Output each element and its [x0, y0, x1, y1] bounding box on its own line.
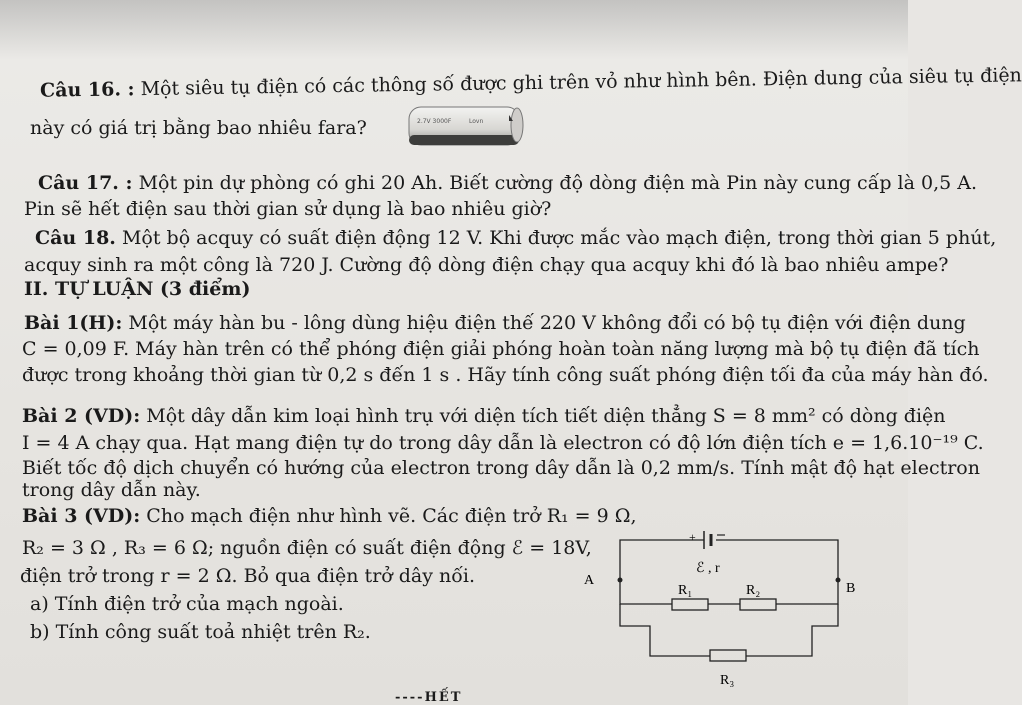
bai2-text4: trong dây dẫn này.: [22, 479, 201, 501]
bai3-part-a: [30, 593, 344, 615]
bai2-text3: Biết tốc độ dịch chuyển có hướng của electron trong dây dẫn là 0,2 mm/s. Tính mật độ hạt electron: [22, 457, 980, 479]
end-text: HẾT: [424, 690, 463, 705]
bai1-text1: Một máy hàn bu - lông dùng hiệu điện thế 220 V không đổi có bộ tụ điện với điện dung: [122, 312, 966, 334]
wire-branch1-left: [620, 580, 672, 604]
bai3-line3: [20, 565, 475, 587]
bai2-line1: [22, 405, 946, 427]
bai1-label: Bài 1(H):: [24, 312, 123, 334]
q16-text2: này có giá trị bằng bao nhiêu fara?: [30, 117, 367, 139]
bai3-part-a-text: a) Tính điện trở của mạch ngoài.: [30, 593, 344, 615]
supercapacitor-image: [405, 103, 530, 151]
bai2-label: Bài 2 (VD):: [22, 405, 141, 427]
bai2-text1: Một dây dẫn kim loại hình trụ với diện tích tiết diện thẳng S = 8 mm² có dòng điện: [140, 405, 946, 427]
bai3-text2: R₂ = 3 Ω , R₃ = 6 Ω; nguồn điện có suất điện động ℰ = 18V,: [22, 537, 592, 559]
q17-text1: Một pin dự phòng có ghi 20 Ah. Biết cường độ dòng điện mà Pin này cung cấp là 0,5 A.: [132, 172, 977, 194]
bai3-part-b-text: b) Tính công suất toả nhiệt trên R₂.: [30, 621, 371, 643]
bai2-line2: [22, 432, 984, 454]
bai3-label: Bài 3 (VD):: [22, 505, 141, 527]
q17-line2: [24, 198, 551, 220]
bai3-part-b: [30, 621, 371, 643]
battery-plus-sign: +: [689, 530, 696, 544]
q18-line1: [35, 227, 996, 249]
bai2-line3: [22, 457, 980, 479]
q16-label: Câu 16. :: [39, 78, 135, 102]
q16-text1: Một siêu tụ điện có các thông số được ghi trên vỏ như hình bên. Điện dung của siêu tụ điện: [134, 64, 1022, 101]
bai3-line2: [22, 537, 592, 559]
cap-rating-text: 2.7V 3000F: [417, 118, 452, 125]
end-marker: ----HẾT: [395, 690, 463, 705]
q17-text2: Pin sẽ hết điện sau thời gian sử dụng là bao nhiêu giờ?: [24, 198, 552, 220]
q18-text1: Một bộ acquy có suất điện động 12 V. Khi được mắc vào mạch điện, trong thời gian 5 phút,: [115, 227, 997, 249]
bai1-line2: [22, 338, 980, 360]
q17-label: Câu 17. :: [38, 172, 133, 194]
circuit-diagram: [580, 528, 880, 698]
r3-label: R₃: [720, 673, 735, 688]
node-a-label: A: [584, 573, 595, 588]
bai2-text2: I = 4 A chạy qua. Hạt mang điện tự do trong dây dẫn là electron có độ lớn điện tích e = 1,6.10⁻¹⁹ C.: [22, 432, 984, 454]
q18-line2: [24, 254, 948, 276]
r1-label: R₁: [678, 583, 693, 598]
wire-branch2-left: [620, 604, 710, 656]
r2-label: R₂: [746, 583, 761, 598]
wire-top-right: [716, 540, 838, 580]
bai1-text3: được trong khoảng thời gian từ 0,2 s đến 1 s . Hãy tính công suất phóng điện tối đa của máy hàn đó.: [22, 364, 989, 386]
bai2-line4: [22, 479, 201, 501]
section-title: II. TỰ LUẬN (3 điểm): [24, 278, 251, 300]
q16-line2: [30, 117, 367, 139]
wire-branch2-right: [746, 604, 838, 656]
node-b-label: B: [846, 581, 856, 596]
bai3-line1: [22, 505, 637, 527]
q16-line1: [40, 64, 1022, 101]
page-shadow: [0, 0, 908, 60]
q18-text2: acquy sinh ra một công là 720 J. Cường độ dòng điện chạy qua acquy khi đó là bao nhiêu ampe?: [24, 254, 949, 276]
cap-brand-text: Lovn: [469, 118, 484, 125]
bai3-text1: Cho mạch điện như hình vẽ. Các điện trở R₁ = 9 Ω,: [140, 505, 637, 527]
q17-line1: [38, 172, 977, 194]
bai1-line3: [22, 364, 989, 386]
bai1-text2: C = 0,09 F. Máy hàn trên có thể phóng điện giải phóng hoàn toàn năng lượng mà bộ tụ điện đã tích: [22, 338, 980, 360]
q18-label: Câu 18.: [35, 227, 116, 249]
bai1-line1: [24, 312, 966, 334]
bai3-text3: điện trở trong r = 2 Ω. Bỏ qua điện trở dây nối.: [20, 565, 475, 587]
resistor-r2: [740, 599, 776, 610]
source-label: ℰ , r: [696, 561, 720, 576]
wire-top-left: [620, 540, 704, 580]
wire-branch1-right: [776, 580, 838, 604]
resistor-r3: [710, 650, 746, 661]
resistor-r1: [672, 599, 708, 610]
